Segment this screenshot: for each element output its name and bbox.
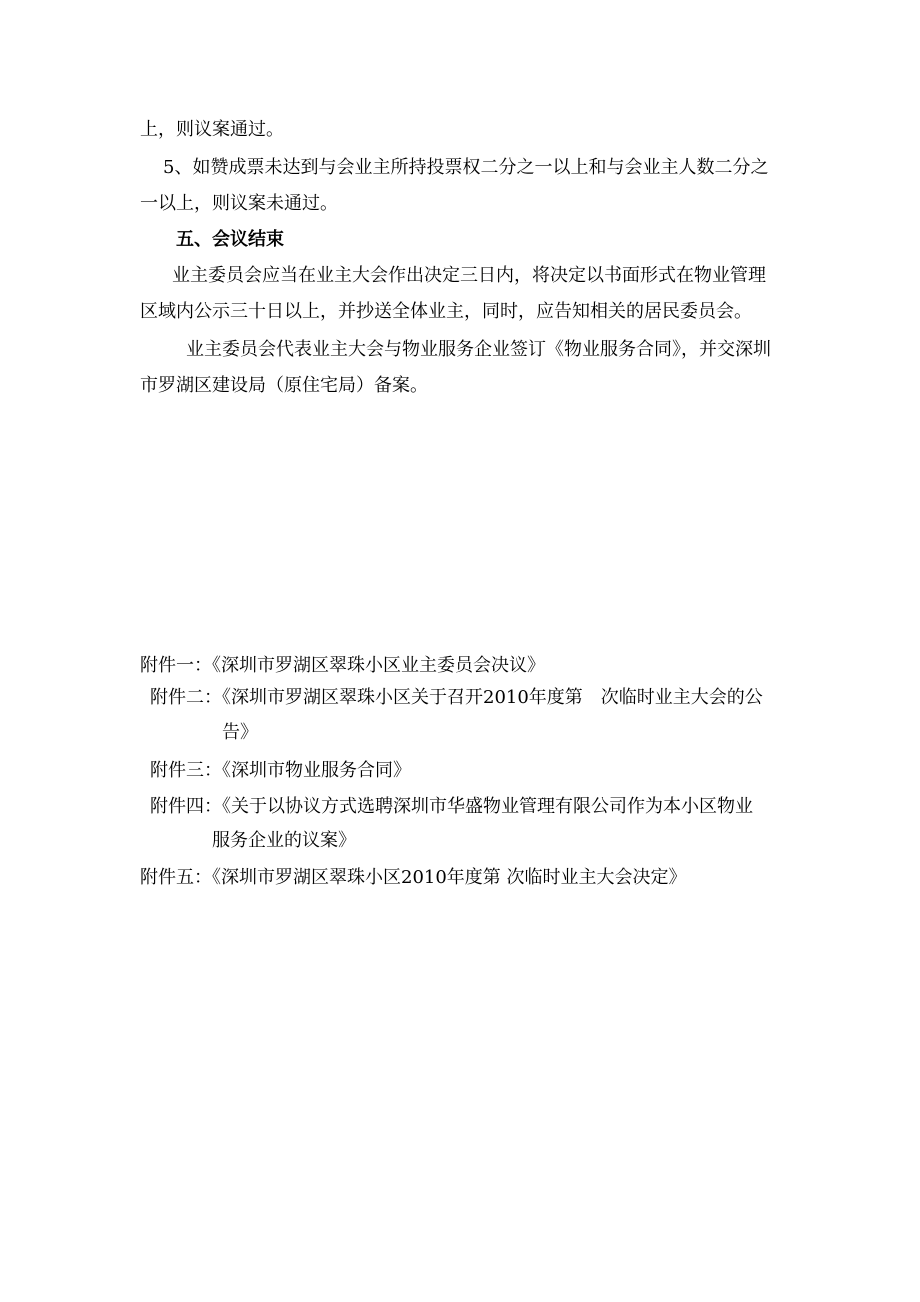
paragraph-line: 一以上，则议案未通过。 [140, 193, 338, 214]
attachment-item: 附件一：《深圳市罗湖区翠珠小区业主委员会决议》 [140, 655, 545, 676]
attachment-item: 附件四：《关于以协议方式选聘深圳市华盛物业管理有限公司作为本小区物业 [150, 796, 753, 817]
attachment-item-continuation: 服务企业的议案》 [212, 830, 356, 851]
paragraph-line: 业主委员会应当在业主大会作出决定三日内，将决定以书面形式在物业管理 [172, 265, 766, 286]
paragraph-line: 业主委员会代表业主大会与物业服务企业签订《物业服务合同》，并交深圳 [186, 339, 771, 360]
attachment-item-continuation: 告》 [222, 722, 258, 743]
paragraph-line: 区域内公示三十日以上，并抄送全体业主，同时，应告知相关的居民委员会。 [140, 301, 752, 322]
attachment-item: 附件三：《深圳市物业服务合同》 [150, 760, 411, 781]
attachment-item: 附件五：《深圳市罗湖区翠珠小区2010年度第 次临时业主大会决定》 [140, 867, 687, 888]
paragraph-line: 市罗湖区建设局（原住宅局）备案。 [140, 375, 428, 396]
paragraph-line: 5、如赞成票未达到与会业主所持投票权二分之一以上和与会业主人数二分之 [163, 157, 769, 178]
paragraph-line: 上，则议案通过。 [140, 119, 284, 140]
attachment-item: 附件二：《深圳市罗湖区翠珠小区关于召开2010年度第 次临时业主大会的公 [150, 687, 763, 708]
section-heading: 五、会议结束 [176, 229, 284, 250]
